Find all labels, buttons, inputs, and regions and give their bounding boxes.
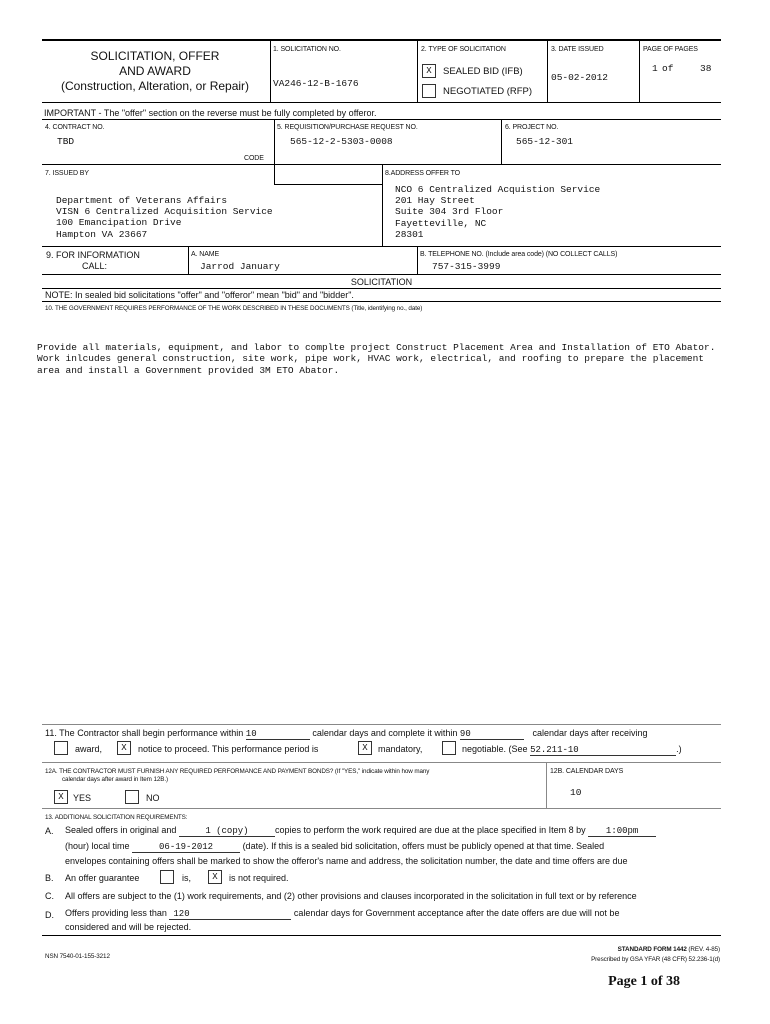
bond-calendar-days: 10 xyxy=(570,787,582,798)
standard-form-id: STANDARD FORM 1442 (REV. 4-85) xyxy=(617,946,720,953)
requisition-no: 565-12-2-5303-0008 xyxy=(290,136,393,147)
offer-guarantee-label: An offer guarantee xyxy=(65,873,140,883)
form-title: SOLICITATION, OFFER AND AWARD (Construction, Alteration, or Repair) xyxy=(60,49,250,93)
telephone-label: B. TELEPHONE NO. (Include area code) (NO COLLECT CALLS) xyxy=(420,251,618,258)
project-no: 565-12-301 xyxy=(516,136,574,147)
negotiable-checkbox[interactable] xyxy=(442,741,456,755)
bonds-yes-label: YES xyxy=(73,793,92,803)
sealed-bid-note: NOTE: In sealed bid solicitations "offer" and "offeror" mean "bid" and "bidder". xyxy=(45,290,354,300)
project-no-label: 6. PROJECT NO. xyxy=(505,124,559,131)
issued-by-address: Department of Veterans Affairs VISN 6 Centralized Acquisition Service 100 Emancipation Drive Hampton VA 23667 xyxy=(56,195,273,240)
solicitation-no: VA246-12-B-1676 xyxy=(273,78,359,89)
item13-a-line3: envelopes containing offers shall be marked to show the offeror's name and address, the solicitation number, the date and time offers are due xyxy=(65,856,628,866)
item13-d-letter: D. xyxy=(45,910,54,920)
item13-a-line1: Sealed offers in original and 1 (copy) copies to perform the work required are due at the place specified in Item 8 by 1:00pm xyxy=(65,825,656,837)
contract-no: TBD xyxy=(57,136,75,147)
item10-label: 10. THE GOVERNMENT REQUIRES PERFORMANCE OF THE WORK DESCRIBED IN THESE DOCUMENTS (Title, identifying no., date) xyxy=(45,305,423,312)
item12a-label-2: calendar days after award in Item 12B.) xyxy=(62,776,169,783)
mandatory-checkbox[interactable]: X xyxy=(358,741,372,755)
page-total: 38 xyxy=(700,63,712,74)
item12a-label: 12A. THE CONTRACTOR MUST FURNISH ANY REQUIRED PERFORMANCE AND PAYMENT BONDS? (If "YES," indicate within how many xyxy=(45,768,430,775)
for-info-label: 9. FOR INFORMATION CALL: xyxy=(46,250,140,271)
mandatory-label: mandatory, xyxy=(378,744,423,754)
guarantee-is-checkbox[interactable] xyxy=(160,870,174,884)
contact-name-label: A. NAME xyxy=(191,251,220,258)
days-complete: 90 xyxy=(460,729,524,740)
item13-c-letter: C. xyxy=(45,891,54,901)
bonds-yes-checkbox[interactable]: X xyxy=(54,790,68,804)
item13-d-line2: considered and will be rejected. xyxy=(65,922,192,932)
acceptance-days: 120 xyxy=(169,909,291,920)
page-of-word: of xyxy=(662,63,674,74)
date-issued: 05-02-2012 xyxy=(551,72,609,83)
telephone-number: 757-315-3999 xyxy=(432,261,501,272)
guarantee-is-label: is, xyxy=(182,873,191,883)
guarantee-not-required-checkbox[interactable]: X xyxy=(208,870,222,884)
offer-due-date: 06-19-2012 xyxy=(132,842,240,853)
important-note: IMPORTANT - The "offer" section on the reverse must be fully completed by offeror. xyxy=(44,108,377,118)
award-label: award, xyxy=(75,744,103,754)
nsn-number: NSN 7540-01-155-3212 xyxy=(45,953,110,960)
negotiated-checkbox[interactable] xyxy=(422,84,436,98)
negotiated-label: NEGOTIATED (RFP) xyxy=(443,86,533,97)
address-offer-label: 8.ADDRESS OFFER TO xyxy=(385,170,460,177)
item12b-label: 12B. CALENDAR DAYS xyxy=(550,768,624,775)
days-begin: 10 xyxy=(246,729,310,740)
solicitation-heading: SOLICITATION xyxy=(350,277,413,287)
prescribed-by: Prescribed by GSA YFAR (48 CFR) 52.236-1(d) xyxy=(591,956,720,963)
contract-no-label: 4. CONTRACT NO. xyxy=(45,124,105,131)
award-checkbox[interactable] xyxy=(54,741,68,755)
item13-a-line2: (hour) local time 06-19-2012 (date). If this is a sealed bid solicitation, offers must be publicly opened at that time. Sealed xyxy=(65,841,605,852)
page-footer: Page 1 of 38 xyxy=(608,974,680,989)
guarantee-not-required-label: is not required. xyxy=(229,873,289,883)
solicitation-no-label: 1. SOLICITATION NO. xyxy=(273,46,341,53)
sealed-bid-checkbox[interactable]: X xyxy=(422,64,436,78)
work-description: Provide all materials, equipment, and labor to complte project Construct Placement Area and Installation of ETO Abator. Work inlcudes general construction, site work, pipe work, HVAC work, electrical, and roofing to prepare the placement area and install a Government provided 3M ETO Abator. xyxy=(37,342,716,376)
date-issued-label: 3. DATE ISSUED xyxy=(551,46,604,53)
sealed-bid-label: SEALED BID (IFB) xyxy=(443,66,523,77)
item13-c-text: All offers are subject to the (1) work requirements, and (2) other provisions and clauses incorporated in the solicitation in full text or by reference xyxy=(65,891,637,901)
item13-d-line1: Offers providing less than 120 calendar days for Government acceptance after the date offers are due will not be xyxy=(65,908,620,919)
solicitation-type-label: 2. TYPE OF SOLICITATION xyxy=(421,46,506,53)
contact-name: Jarrod January xyxy=(200,261,280,272)
bonds-no-checkbox[interactable] xyxy=(125,790,139,804)
item13-b-letter: B. xyxy=(45,873,54,883)
offer-copies: 1 (copy) xyxy=(179,826,275,837)
address-offer-to: NCO 6 Centralized Acquistion Service 201 Hay Street Suite 304 3rd Floor Fayetteville, NC 28301 xyxy=(395,184,601,240)
see-reference: 52.211-10 xyxy=(530,745,676,756)
bonds-no-label: NO xyxy=(146,793,160,803)
requisition-label: 5. REQUISITION/PURCHASE REQUEST NO. xyxy=(277,124,418,131)
page-of-pages-label: PAGE OF PAGES xyxy=(643,46,698,53)
page-number: 1 xyxy=(652,63,658,74)
issued-by-label: 7. ISSUED BY xyxy=(45,170,89,177)
notice-to-proceed-label: notice to proceed. This performance period is xyxy=(138,744,319,754)
negotiable-label: negotiable. (See 52.211-10 .) xyxy=(462,744,682,755)
notice-to-proceed-checkbox[interactable]: X xyxy=(117,741,131,755)
item11-line1: 11. The Contractor shall begin performance within 10 calendar days and complete it within 90 calendar days after receiving xyxy=(45,728,648,739)
item13-a-letter: A. xyxy=(45,826,54,836)
code-label: CODE xyxy=(244,155,264,162)
offer-due-time: 1:00pm xyxy=(588,826,656,837)
item13-label: 13. ADDITIONAL SOLICITATION REQUIREMENTS: xyxy=(45,814,188,821)
